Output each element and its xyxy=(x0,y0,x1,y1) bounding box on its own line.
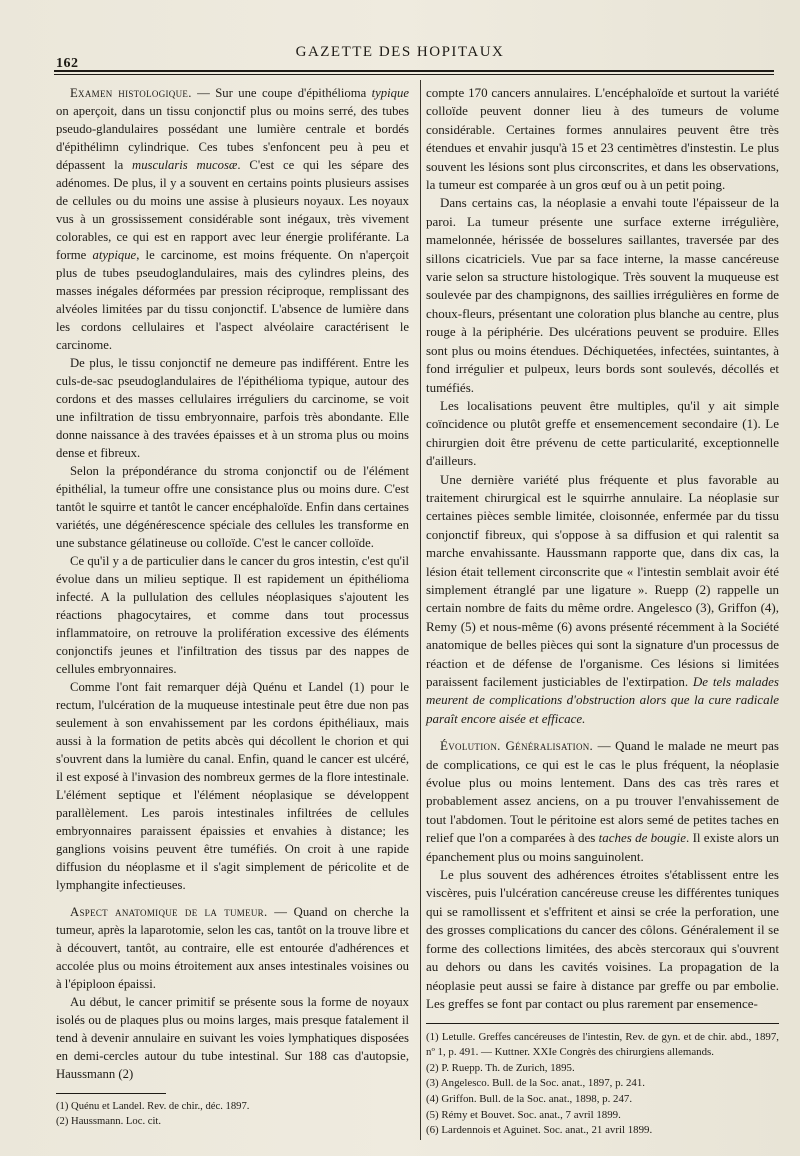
section-heading-evolution: Évolution. Généralisation. xyxy=(440,738,594,754)
header-rule xyxy=(54,70,774,72)
footnote: (2) P. Ruepp. Th. de Zurich, 1895. xyxy=(426,1061,575,1074)
footnote: (1) Quénu et Landel. Rev. de chir., déc. 1897. xyxy=(56,1101,250,1112)
paragraph: compte 170 cancers annulaires. L'encéphaloïde et surtout la variété colloïde peuvent donner lieu à des tumeurs de volume considérable. Certaines formes annulaires peuvent être très étendues et envahir jusqu'à 15 et 23 centimètres d'instestin. Le plus souvent les lésions sont plus circonscrites, et dans les observations, la tumeur est comparée à un gros œuf ou à un petit poing. xyxy=(426,85,779,193)
footnote-rule xyxy=(426,1023,779,1024)
right-column xyxy=(426,84,779,1139)
footnotes-right xyxy=(426,1030,779,1137)
footnotes-left xyxy=(56,1100,409,1130)
footnote: (6) Lardennois et Aguinet. Soc. anat., 21 avril 1899. xyxy=(426,1124,653,1137)
text-run: , le carcinome, est moins fréquente. On n'aperçoit plus de tubes pseudoglandulaires, mais des cylindres pleins, des masses inégales déformées par pression réciproque, remplissant des alvéoles limitées par du tissu conjonctif. L'absence de lumière dans les cordons cellulaires et l'aspect alvéolaire caractérisent le carcinome. xyxy=(56,248,409,352)
paragraph: Comme l'ont fait remarquer déjà Quénu et Landel (1) pour le rectum, l'ulcération de la muqueuse intestinale peut être due non pas seulement à son envahissement par les cordons épithéliaux, mais aussi à la formation de petits abcès qui décollent le chorion et qui s'ouvrent dans la lumière du canal. Enfin, quand le cancer est ulcéré, il est exposé à l'invasion des nombreux germes de la flore intestinale. L'élément septique et l'élément néoplasique se développent parallèlement. Les parois intestinales infiltrées de cellules embryonnaires paraissent épaissies et envahies à distance; les ganglions voisins peuvent être tuméfiés. On croit à une rapide diffusion du néoplasme et il s'agit simplement de péricolite et de lymphangite infectieuses. xyxy=(56,680,409,892)
italic-sentence: De tels malades meurent de complications d'obstruction alors que la cure radicale paraît encore aisée et efficace. xyxy=(426,674,779,726)
italic-term: muscularis mucosæ xyxy=(132,158,238,172)
header-rule-thin xyxy=(54,74,774,75)
paragraph: Les localisations peuvent être multiples, qu'il y ait simple coïncidence ou plutôt greffe et ensemencement secondaire (1). Le chirurgien doit être prévenu de cette particularité, exceptionnelle d'ailleurs. xyxy=(426,397,779,469)
footnote-rule xyxy=(56,1093,166,1094)
paragraph: Dans certains cas, la néoplasie a envahi toute l'épaisseur de la paroi. La tumeur présente une surface externe irrégulière, mamelonnée, hérissée de bosselures saillantes, traversée par des sillons cicatriciels. Vue par sa face interne, la masse cancéreuse varie selon sa structure histologique. Très souvent la muqueuse est soulevée par des champignons, des saillies irrégulières en forme de choux-fleurs, présentant une coloration plus blanche au centre, plus rouge à la périphérie. Des ulcérations peuvent se produire. Elles sont plus ou moins étendues. Déchiquetées, infectées, suintantes, à fond irrégulier et pulpeux, leurs bords sont soulevés, décollés et tuméfiés. xyxy=(426,195,779,395)
paragraph: Ce qu'il y a de particulier dans le cancer du gros intestin, c'est qu'il évolue dans un milieu septique. Il est rapidement un épithélioma infecté. A la pullulation des cellules néoplasiques s'ajoutent les réactions phagocytaires, et comme dans tout processus inflammatoire, on retrouve la prolifération excessive des éléments conjonctifs jeunes et l'infiltration des tissus par des nappes de cellules embryonnaires. xyxy=(56,554,409,676)
text-run: Une dernière variété plus fréquente et plus favorable au traitement chirurgical est le squirrhe annulaire. La néoplasie sur certaines pièces semble limitée, cloisonnée, enfermée par du tissu conjonctif fibreux, qui s'oppose à sa diffusion et qui ralentit sa marche envahissante. Haussmann rapporte que, dans dix cas, la lésion était tellement circonscrite que « l'intestin semblait avoir été simplement étranglé par une ligature ». Ruepp (2) rappelle un certain nombre de faits du même ordre. Angelesco (3), Griffon (4), Remy (5) et nous-même (6) avons présenté récemment à la Société anatomique de belles pièces qui sont la signature d'un processus de réaction et de défense de l'organisme. Ces lésions si limitées paraissent facilement justiciables de l'extirpation. xyxy=(426,471,779,689)
text-run: — Quand on cherche la tumeur, après la laparotomie, selon les cas, tantôt on la trouve libre et à découvert, tantôt, au contraire, elle est entourée d'adhérences et accolée plus ou moins étroitement aux anses intestinales voisines ou à l'épiploon épaissi. xyxy=(56,905,410,991)
paragraph: Selon la prépondérance du stroma conjonctif ou de l'élément épithélial, la tumeur offre une consistance plus ou moins dure. C'est tantôt le squirre et tantôt le cancer encéphaloïde. Enfin dans certaines variétés, une dégénérescence spéciale des cellules les transforme en une substance gélatineuse ou colloïde. C'est le cancer colloïde. xyxy=(56,464,409,550)
italic-term: taches de bougie xyxy=(598,830,687,846)
page-number: 162 xyxy=(56,56,79,71)
text-run: — Quand le malade ne meurt pas de complications, ce qui est le cas le plus fréquent, la néoplasie évolue plus ou moins lentement. Dans des cas très rares et probablement assez anciens, on a pu trouver l'envahissement de tout l'abdomen. Tout le péritoine est alors semé de petites taches en relief que l'on a comparées à des xyxy=(426,738,779,846)
section-heading-examen: Examen histologique. xyxy=(70,86,192,100)
paragraph-aspect-anatomique xyxy=(56,903,409,993)
footnote: (1) Letulle. Greffes cancéreuses de l'intestin, Rev. de gyn. et de chir. abd., 1897, nº 1, p. 491. — Kuttner. XXIe Congrès des chirurgiens allemands. xyxy=(426,1031,779,1058)
paragraph: Au début, le cancer primitif se présente sous la forme de noyaux isolés ou de plaques plus ou moins larges, mais presque fatalement il tend à devenir annulaire en suivant les voies lymphatiques disposées en demi-cercles autour du tube intestinal. Sur 188 cas d'autopsie, Haussmann (2) xyxy=(56,995,409,1081)
italic-term: typique xyxy=(371,86,409,100)
paragraph: De plus, le tissu conjonctif ne demeure pas indifférent. Entre les culs-de-sac pseudoglandulaires de l'épithélioma typique, autour des cordons et des masses cellulaires irréguliers du carcinome, se voit une infiltration de tissu embryonnaire, parfois très abondante. Elle donne naissance à des travées épaisses et à un stroma plus ou moins dense et fibreux. xyxy=(56,356,409,460)
text-run: — Sur une coupe d'épithélioma xyxy=(191,86,372,100)
italic-term: atypique xyxy=(92,248,137,262)
paragraph-squirrhe xyxy=(426,471,779,729)
footnote: (4) Griffon. Bull. de la Soc. anat., 1898, p. 247. xyxy=(426,1092,633,1105)
running-head: GAZETTE DES HOPITAUX xyxy=(295,44,505,60)
paragraph-evolution xyxy=(426,737,779,866)
left-column xyxy=(56,84,409,1131)
paragraph: Le plus souvent des adhérences étroites s'établissent entre les viscères, puis l'ulcération cancéreuse creuse les différentes tuniques qui se ramollissent et s'effritent et ainsi se crée la perforation, une des grosses complications du cancer des côlons. Généralement il se forme des collections limitées, des abcès stercoraux qui s'ouvrent au dehors ou dans les cavités voisines. La propagation de la néoplasie peut aussi se faire à distance par greffe ou par embolie. Les greffes se font par contact ou plus rarement par ensemence- xyxy=(426,867,779,1011)
column-divider xyxy=(420,80,421,1140)
text-run: . Il existe alors un épanchement plus ou moins sanguinolent. xyxy=(426,830,779,864)
text-run: . C'est ce qui les sépare des adénomes. De plus, il y a souvent en certains points plusieurs assises de cellules ou du moins une assise à plusieurs noyaux. Les noyaux vus à un grossissement considérable sont inégaux, très vivement colorables, ce qui est en rapport avec leur énergie proliférante. La forme xyxy=(56,158,409,262)
text-run: on aperçoit, dans un tissu conjonctif plus ou moins serré, des tubes pseudo-glandulaires possédant une lumière centrale et bordés d'épithélimn cylindrique. Ces tubes s'enfoncent peu à peu et dépassent la xyxy=(56,104,409,172)
footnote: (5) Rémy et Bouvet. Soc. anat., 7 avril 1899. xyxy=(426,1108,621,1121)
footnote: (3) Angelesco. Bull. de la Soc. anat., 1897, p. 241. xyxy=(426,1077,645,1090)
section-heading-aspect: Aspect anatomique de la tumeur. xyxy=(70,905,268,919)
footnote: (2) Haussmann. Loc. cit. xyxy=(56,1116,162,1128)
paragraph-examen-histologique xyxy=(56,84,409,354)
